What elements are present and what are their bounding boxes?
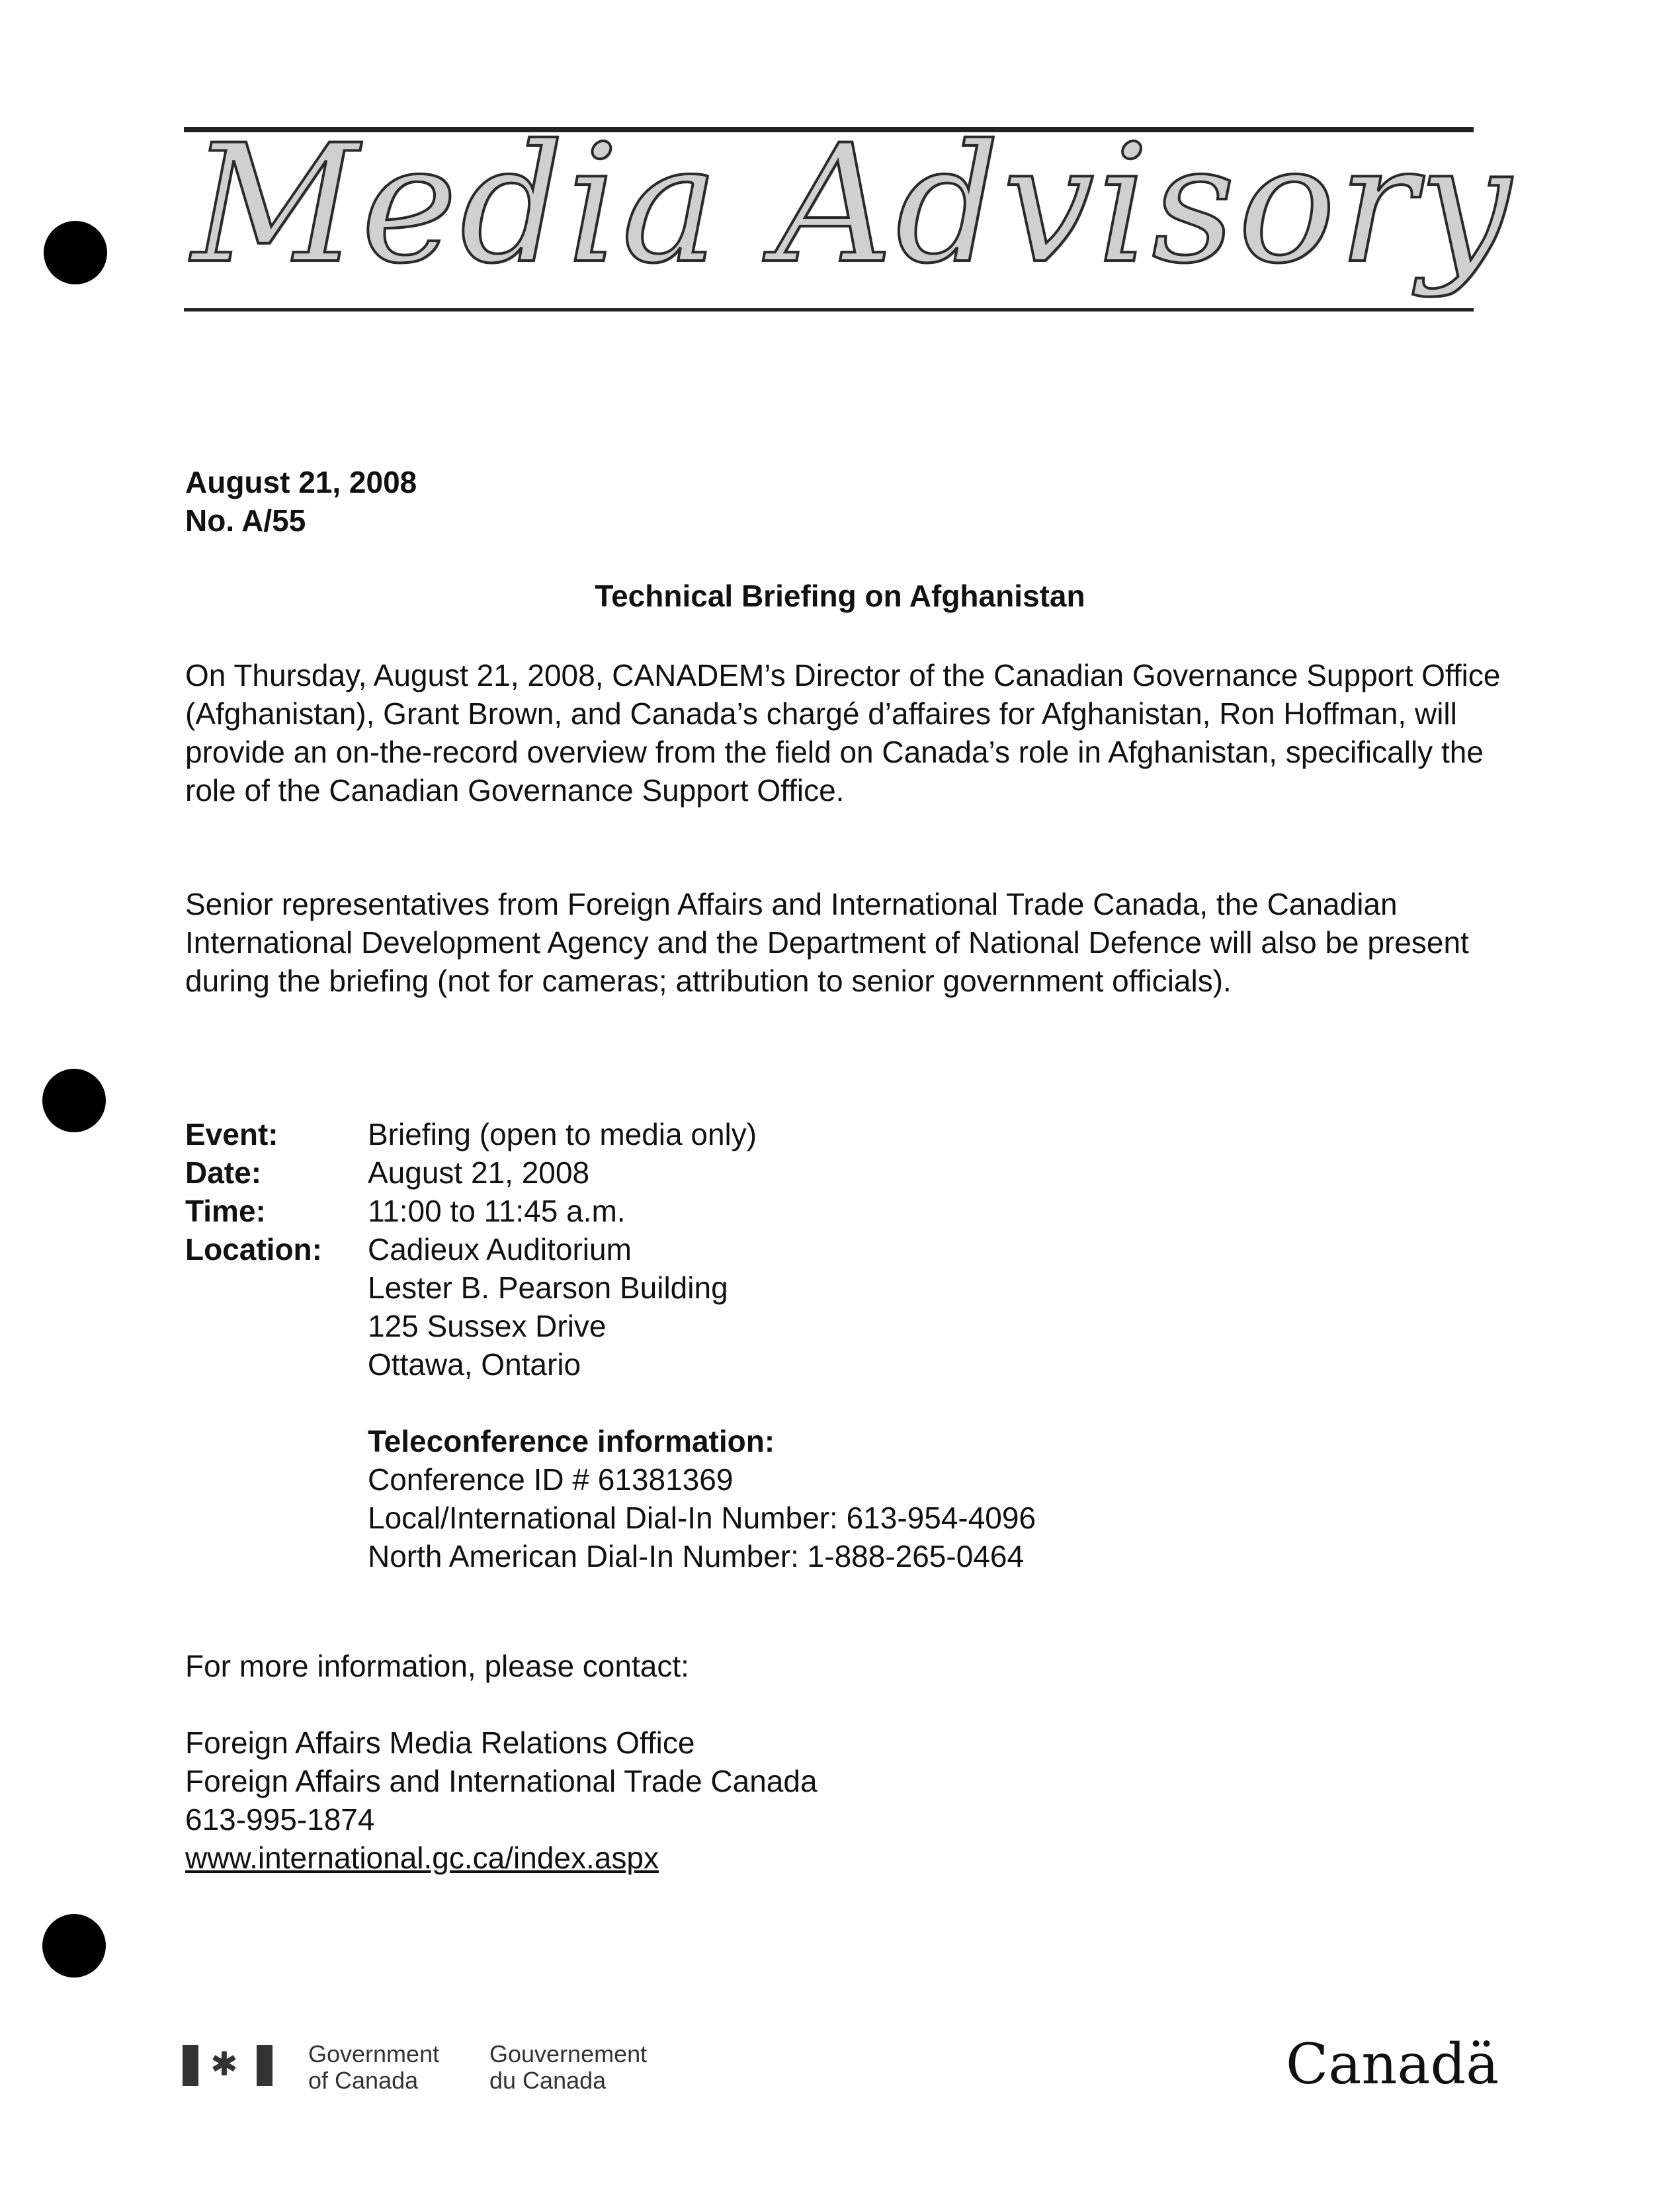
flag-bar-right-icon: [257, 2045, 273, 2086]
government-french: [489, 2041, 647, 2094]
flag-bar-left-icon: [183, 2045, 198, 2086]
contact-intro: For more information, please contact:: [185, 1649, 689, 1683]
gov-fr-line: du Canada: [489, 2067, 607, 2094]
maple-leaf-icon: ✱: [210, 2046, 238, 2083]
event-value: Briefing (open to media only): [368, 1117, 757, 1151]
gov-en-line: Government: [308, 2040, 440, 2067]
teleconference-line: Conference ID # 61381369: [368, 1462, 734, 1497]
teleconference-line: North American Dial-In Number: 1-888-265-0464: [368, 1539, 1025, 1573]
page-title: Technical Briefing on Afghanistan: [595, 579, 1085, 613]
time-label: Time:: [185, 1194, 266, 1228]
location-line: Cadieux Auditorium: [368, 1232, 632, 1267]
gov-fr-line: Gouvernement: [489, 2040, 648, 2067]
masthead-title: Media Advisory: [192, 110, 1514, 300]
canada-wordmark: Canadä: [1286, 2032, 1499, 2097]
location-line: Ottawa, Ontario: [368, 1347, 581, 1382]
representatives-paragraph: Senior representatives from Foreign Affairs and International Trade Canada, the Canadian International Development Agency and the Department of National Defence will also be present during the briefing (not for cameras; attribution to senior government officials).: [185, 887, 1469, 998]
location-line: Lester B. Pearson Building: [368, 1270, 728, 1305]
event-label: Event:: [185, 1117, 278, 1151]
location-line: 125 Sussex Drive: [368, 1309, 607, 1343]
teleconference-heading: Teleconference information:: [368, 1424, 775, 1458]
intro-paragraph: On Thursday, August 21, 2008, CANADEM’s Director of the Canadian Governance Support Office (Afghanistan), Grant Brown, and Canada’s chargé d’affaires for Afghanistan, Ron Hoffman, will provide an on-the-record overview from the field on Canada’s role in Afghanistan, specifically the role of the Canadian Governance Support Office.: [185, 658, 1501, 808]
punch-hole-top: [44, 221, 107, 284]
masthead-bottom-rule: [184, 308, 1474, 312]
date-label: Date:: [185, 1155, 262, 1190]
government-english: [308, 2041, 439, 2094]
punch-hole-bottom: [42, 1914, 106, 1978]
advisory-number: No. A/55: [185, 503, 306, 538]
time-value: 11:00 to 11:45 a.m.: [368, 1194, 626, 1228]
contact-line: Foreign Affairs and International Trade Canada: [185, 1764, 818, 1798]
date-value: August 21, 2008: [368, 1155, 590, 1190]
location-label: Location:: [185, 1232, 322, 1267]
teleconference-line: Local/International Dial-In Number: 613-954-4096: [368, 1501, 1036, 1535]
contact-line: Foreign Affairs Media Relations Office: [185, 1726, 695, 1760]
punch-hole-middle: [42, 1069, 106, 1132]
contact-website-link[interactable]: www.international.gc.ca/index.aspx: [185, 1841, 659, 1875]
contact-phone: 613-995-1874: [185, 1802, 375, 1837]
gov-en-line: of Canada: [308, 2067, 419, 2094]
advisory-date: August 21, 2008: [185, 465, 417, 499]
